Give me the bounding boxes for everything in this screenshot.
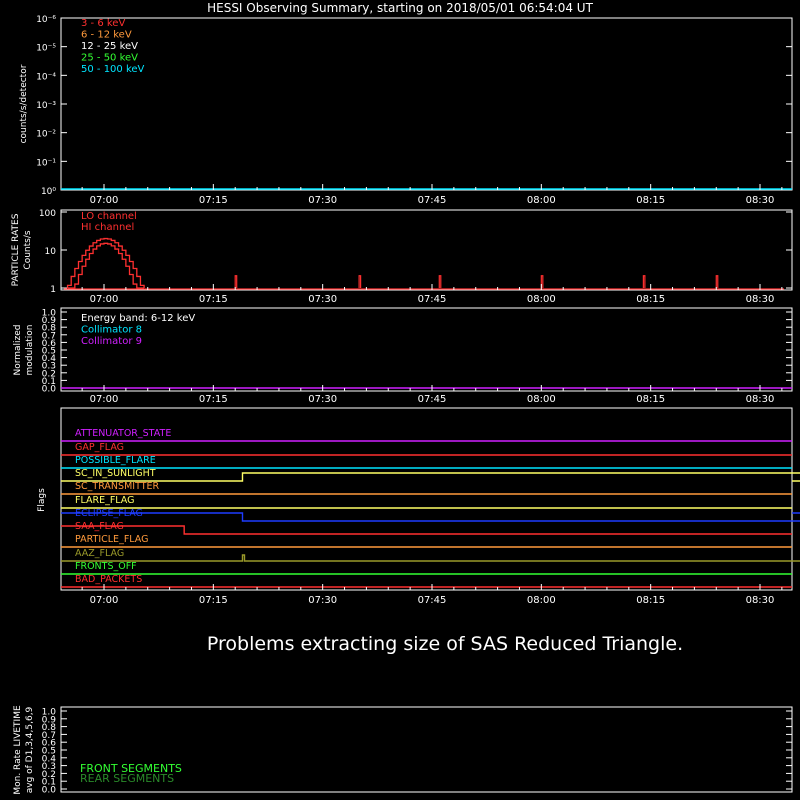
livetime-y-tick-label: 0.7 [41, 730, 56, 741]
modulation-x-tick-label: 08:00 [526, 394, 556, 405]
count-rate-x-tick-label: 08:00 [526, 195, 556, 206]
count-rate-legend-1: 6 - 12 keV [81, 29, 132, 41]
modulation-y-tick-label: 0.9 [41, 316, 56, 327]
modulation-y-tick-label: 0.5 [41, 346, 56, 357]
modulation-y-tick-label: 0.8 [41, 323, 56, 334]
livetime-y-tick-label: 0.4 [41, 754, 56, 765]
livetime-y-label2: avg of D1,3,4,5,6,9 [25, 706, 35, 794]
modulation-legend-2: Collimator 9 [81, 336, 142, 347]
count-rate-y-tick-label: 10⁻⁵ [36, 43, 56, 54]
flags-x-tick-label: 08:00 [526, 595, 556, 606]
particle-spike [716, 276, 718, 288]
flags-x-tick-label: 08:15 [636, 595, 666, 606]
particle-x-tick-label: 08:00 [526, 294, 556, 305]
modulation-y-tick-label: 1.0 [41, 308, 56, 319]
flag-label-sc-transmitter: SC_TRANSMITTER [75, 481, 160, 492]
count-rate-x-tick-label: 07:00 [89, 195, 119, 206]
livetime-y-tick-label: 0.1 [41, 777, 56, 788]
particle-legend-0: LO channel [81, 211, 137, 222]
count-rate-x-tick-label: 07:45 [417, 195, 447, 206]
livetime-y-tick-label: 0.8 [41, 723, 56, 734]
modulation-y-tick-label: 0.7 [41, 331, 56, 342]
particle-y-tick-label: 10 [44, 247, 56, 257]
count-rate-legend-3: 25 - 50 keV [81, 52, 139, 64]
livetime-y-tick-label: 0.0 [41, 785, 56, 796]
particle-x-tick-label: 07:30 [308, 294, 338, 305]
flag-line-saa-flag [61, 526, 792, 534]
particle-legend-1: HI channel [81, 222, 135, 233]
count-rate-x-tick-label: 07:15 [198, 195, 228, 206]
modulation-x-tick-label: 07:00 [89, 394, 119, 405]
modulation-legend-1: Collimator 8 [81, 324, 142, 336]
flag-label-saa-flag: SAA_FLAG [75, 521, 124, 532]
count-rate-legend-0: 3 - 6 keV [81, 18, 126, 29]
livetime-y-tick-label: 0.3 [41, 762, 56, 773]
particle-x-tick-label: 07:00 [89, 294, 119, 305]
modulation-y-tick-label: 0.4 [41, 354, 56, 365]
livetime-y-label: Mon. Rate LIVETIME [13, 705, 23, 795]
flag-label-particle-flag: PARTICLE_FLAG [75, 534, 149, 545]
particle-spike [235, 276, 237, 288]
count-rate-y-tick-label: 10⁻⁴ [36, 72, 56, 83]
particle-spike [359, 276, 361, 288]
particle-x-tick-label: 08:15 [636, 294, 666, 305]
livetime-y-tick-label: 0.2 [41, 769, 56, 780]
modulation-y-tick-label: 0.3 [41, 361, 56, 372]
flags-x-tick-label: 08:30 [745, 595, 775, 606]
livetime-y-tick-label: 0.5 [41, 746, 56, 757]
modulation-y-tick-label: 0.6 [41, 338, 56, 349]
count-rate-x-tick-label: 07:30 [308, 195, 338, 206]
flag-line-eclipse-flag [61, 513, 800, 521]
count-rate-legend-4: 50 - 100 keV [81, 64, 145, 75]
count-rate-y-label: counts/s/detector [19, 64, 29, 144]
count-rate-y-tick-label: 10⁻⁶ [36, 15, 56, 25]
count-rate-y-tick-label: 10⁻³ [36, 101, 56, 111]
count-rate-y-tick-label: 10⁻² [36, 129, 56, 140]
flag-line-sc-in-sunlight [61, 473, 800, 481]
flag-line-aaz-flag [61, 555, 800, 561]
modulation-x-tick-label: 07:45 [417, 394, 447, 405]
flag-label-fronts-off: FRONTS_OFF [75, 561, 137, 572]
modulation-y-tick-label: 0.0 [41, 384, 56, 395]
livetime-y-tick-label: 1.0 [41, 707, 56, 718]
livetime-legend-0: FRONT SEGMENTS [80, 762, 182, 775]
modulation-y-label: Normalized [13, 324, 23, 376]
count-rate-y-tick-label: 10⁰ [40, 187, 56, 197]
livetime-legend-1: REAR SEGMENTS [80, 772, 175, 785]
flags-x-tick-label: 07:15 [198, 595, 228, 606]
livetime-y-tick-label: 0.9 [41, 715, 56, 726]
particle-spike [643, 276, 645, 288]
flag-label-attenuator-state: ATTENUATOR_STATE [75, 428, 172, 439]
flag-label-flare-flag: FLARE_FLAG [75, 495, 135, 506]
chart-title: HESSI Observing Summary, starting on 2018/05/01 06:54:04 UT [207, 1, 593, 15]
flags-x-tick-label: 07:45 [417, 595, 447, 606]
particle-x-tick-label: 07:45 [417, 294, 447, 305]
count-rate-y-tick-label: 10⁻¹ [36, 158, 56, 169]
livetime-y-tick-label: 0.6 [41, 738, 56, 749]
sas-message: Problems extracting size of SAS Reduced Triangle. [206, 633, 684, 655]
particle-panel-frame [61, 210, 792, 290]
flag-label-aaz-flag: AAZ_FLAG [75, 548, 125, 559]
flag-label-eclipse-flag: ECLIPSE_FLAG [75, 508, 143, 519]
flag-label-sc-in-sunlight: SC_IN_SUNLIGHT [75, 468, 156, 479]
count-rate-x-tick-label: 08:30 [745, 195, 775, 206]
modulation-legend-0: Energy band: 6-12 keV [81, 313, 196, 324]
particle-y-tick-label: 1 [50, 285, 56, 295]
flags-x-tick-label: 07:00 [89, 595, 119, 606]
modulation-x-tick-label: 07:30 [308, 394, 338, 405]
flag-label-bad-packets: BAD_PACKETS [75, 574, 143, 585]
particle-y-label2: Counts/s [23, 230, 33, 270]
count-rate-legend-2: 12 - 25 keV [81, 41, 139, 52]
particle-y-label: PARTICLE RATES [11, 213, 21, 287]
particle-x-tick-label: 07:15 [198, 294, 228, 305]
modulation-y-label2: modulation [25, 324, 35, 376]
count-rate-panel-frame [61, 18, 792, 190]
particle-y-tick-label: 100 [38, 209, 56, 219]
count-rate-x-tick-label: 08:15 [636, 195, 666, 206]
flag-label-gap-flag: GAP_FLAG [75, 442, 125, 453]
modulation-x-tick-label: 08:30 [745, 394, 775, 405]
modulation-x-tick-label: 07:15 [198, 394, 228, 405]
flag-label-possible-flare: POSSIBLE_FLARE [75, 455, 156, 466]
particle-x-tick-label: 08:30 [745, 294, 775, 305]
modulation-x-tick-label: 08:15 [636, 394, 666, 405]
particle-spike [439, 276, 441, 288]
modulation-y-tick-label: 0.1 [41, 376, 56, 387]
flags-y-label: Flags [37, 488, 47, 512]
flags-x-tick-label: 07:30 [308, 595, 338, 606]
modulation-y-tick-label: 0.2 [41, 369, 56, 380]
